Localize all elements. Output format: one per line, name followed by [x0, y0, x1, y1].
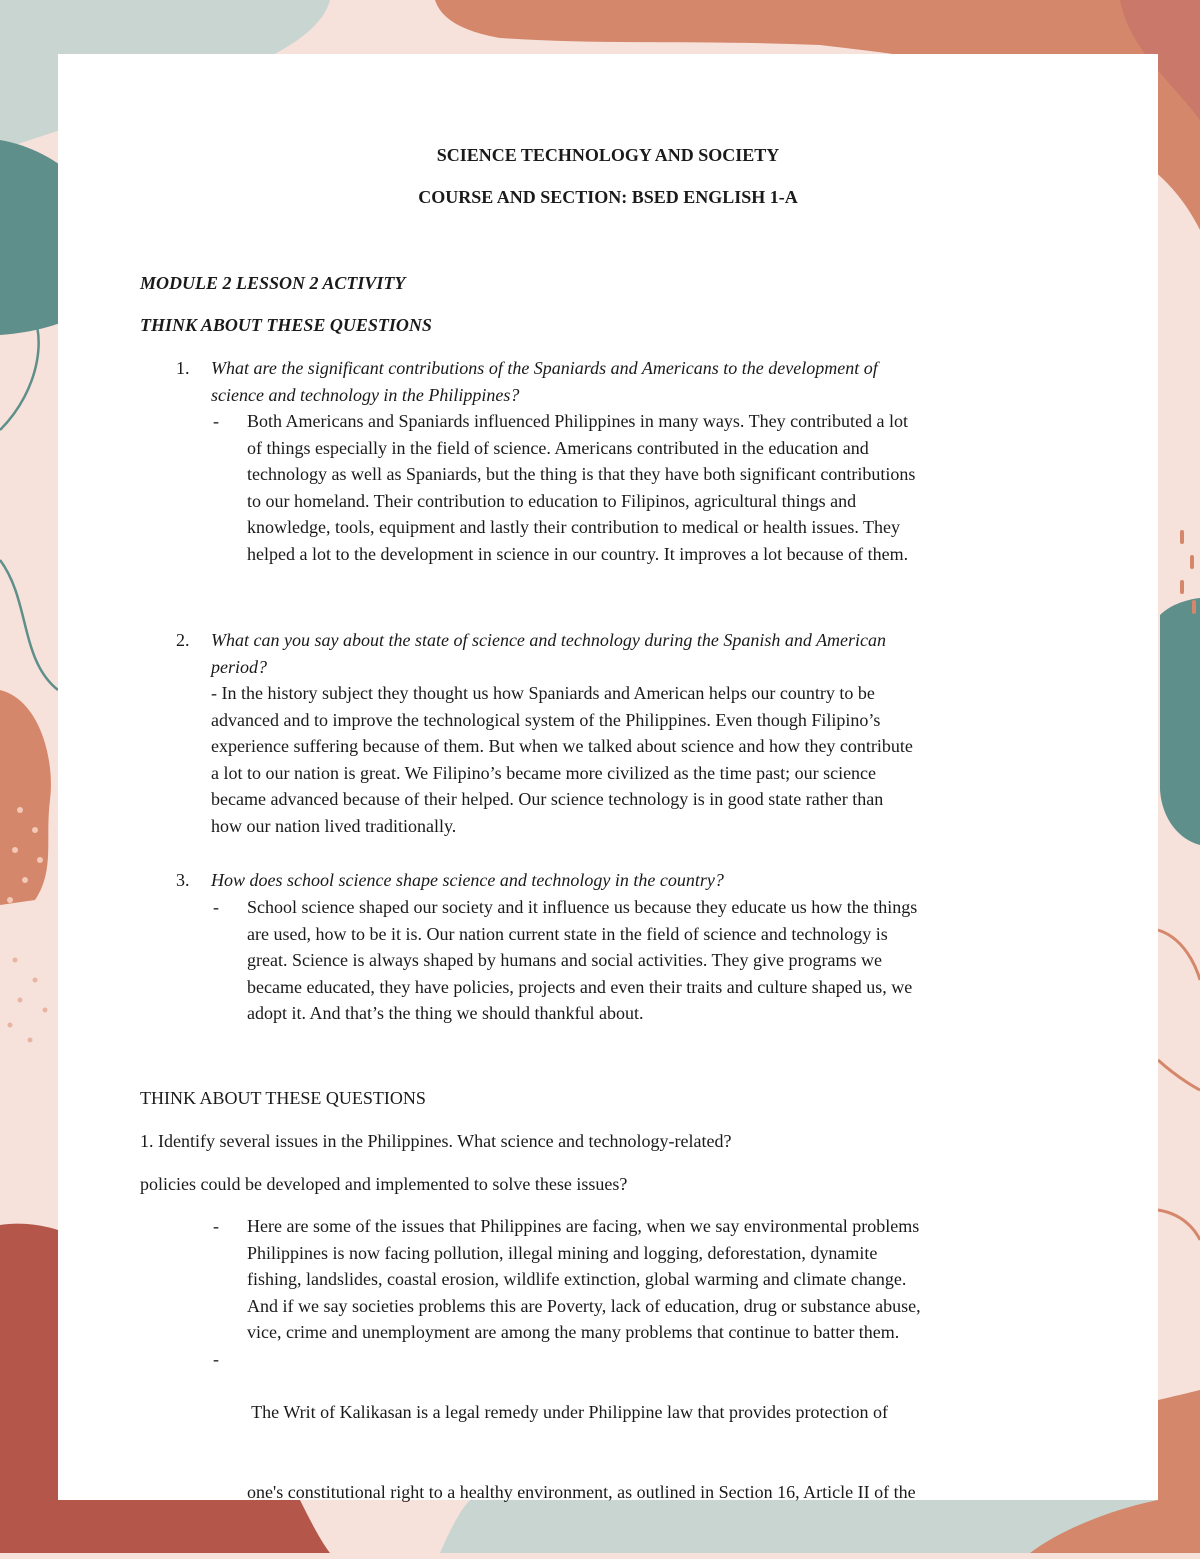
question-number: 1. [176, 358, 190, 378]
question-line: science and technology in the Philippines? [211, 384, 520, 405]
question-line: How does school science shape science and technology in the country? [211, 870, 724, 890]
answer-line: technology as well as Spaniards, but the thing is that they have both significant contributions [247, 464, 916, 485]
document-title: SCIENCE TECHNOLOGY AND SOCIETY [436, 145, 780, 165]
module-subheading: THINK ABOUT THESE QUESTIONS [140, 315, 432, 335]
answer-line: great. Science is always shaped by humans and social activities. They give programs we [247, 950, 882, 971]
question-number: 2. [176, 630, 190, 650]
question-line: What can you say about the state of science and technology during the Spanish and American [211, 630, 887, 650]
course-section: COURSE AND SECTION: BSED ENGLISH 1-A [418, 187, 798, 207]
kalikasan-answer [247, 1346, 916, 1559]
answer-line: - In the history subject they thought us how Spaniards and American helps our country to be [211, 683, 875, 703]
answer-line: fishing, landslides, coastal erosion, wildlife extinction, global warming and climate change. [247, 1269, 907, 1290]
answer-line: vice, crime and unemployment are among the many problems that continue to batter them. [247, 1322, 900, 1343]
answer-line: knowledge, tools, equipment and lastly their contribution to medical or health issues. They [247, 517, 901, 538]
answer-line: adopt it. And that’s the thing we should thankful about. [247, 1003, 644, 1024]
section-question-line: 1. Identify several issues in the Philippines. What science and technology-related? [140, 1131, 732, 1151]
bullet-marker: - [213, 1216, 219, 1236]
answer-line: School science shaped our society and it influence us because they educate us how the things [247, 897, 918, 917]
answer-line: advanced and to improve the technological system of the Philippines. Even though Filipino’s [211, 709, 881, 730]
answer-line: how our nation lived traditionally. [211, 815, 457, 836]
answer-line: one's constitutional right to a healthy environment, as outlined in Section 16, Article II of the [247, 1481, 916, 1502]
teal-blob-right [1160, 598, 1200, 845]
answer-line: And if we say societies problems this are Poverty, lack of education, drug or substance abuse, [247, 1295, 921, 1316]
answer-line: of things especially in the field of science. Americans contributed in the education and [247, 437, 869, 458]
document-page [58, 54, 1158, 1500]
section-heading: THINK ABOUT THESE QUESTIONS [140, 1088, 426, 1108]
answer-line: helped a lot to the development in science in our country. It improves a lot because of them. [247, 543, 909, 564]
question-number: 3. [176, 870, 190, 890]
answer-line: experience suffering because of them. But when we talked about science and how they contribute [211, 736, 913, 757]
issues-answer [247, 1213, 921, 1346]
answer-line: The Writ of Kalikasan is a legal remedy under Philippine law that provides protection of [247, 1402, 888, 1423]
question-line: What are the significant contributions of the Spaniards and Americans to the development of [211, 358, 878, 378]
question-line: period? [211, 656, 267, 677]
answer-line: to our homeland. Their contribution to education to Filipinos, agricultural things and [247, 490, 857, 511]
answer-line: a lot to our nation is great. We Filipino’s became more civilized as the time past; our science [211, 762, 877, 783]
section-question-line: policies could be developed and implemented to solve these issues? [140, 1174, 628, 1194]
answer-1 [247, 408, 915, 568]
question-2 [211, 627, 886, 680]
answer-3 [247, 894, 917, 1027]
bullet-marker: - [213, 1349, 219, 1369]
answer-line: Here are some of the issues that Philippines are facing, when we say environmental problems [247, 1216, 920, 1236]
question-3 [211, 867, 724, 894]
answer-line: Both Americans and Spaniards influenced Philippines in many ways. They contributed a lot [247, 411, 909, 431]
answer-line: became advanced because of their helped. Our science technology is in good state rather than [211, 789, 884, 810]
answer-line: became educated, they have policies, projects and even their traits and culture shaped us, we [247, 976, 913, 997]
answer-line: Philippines is now facing pollution, illegal mining and logging, deforestation, dynamite [247, 1242, 878, 1263]
bullet-marker: - [213, 897, 219, 917]
answer-2 [211, 680, 913, 840]
bullet-marker: - [213, 411, 219, 431]
module-heading: MODULE 2 LESSON 2 ACTIVITY [140, 273, 406, 293]
answer-line: are used, how to be it is. Our nation current state in the field of science and technology is [247, 923, 888, 944]
question-1 [211, 355, 878, 408]
